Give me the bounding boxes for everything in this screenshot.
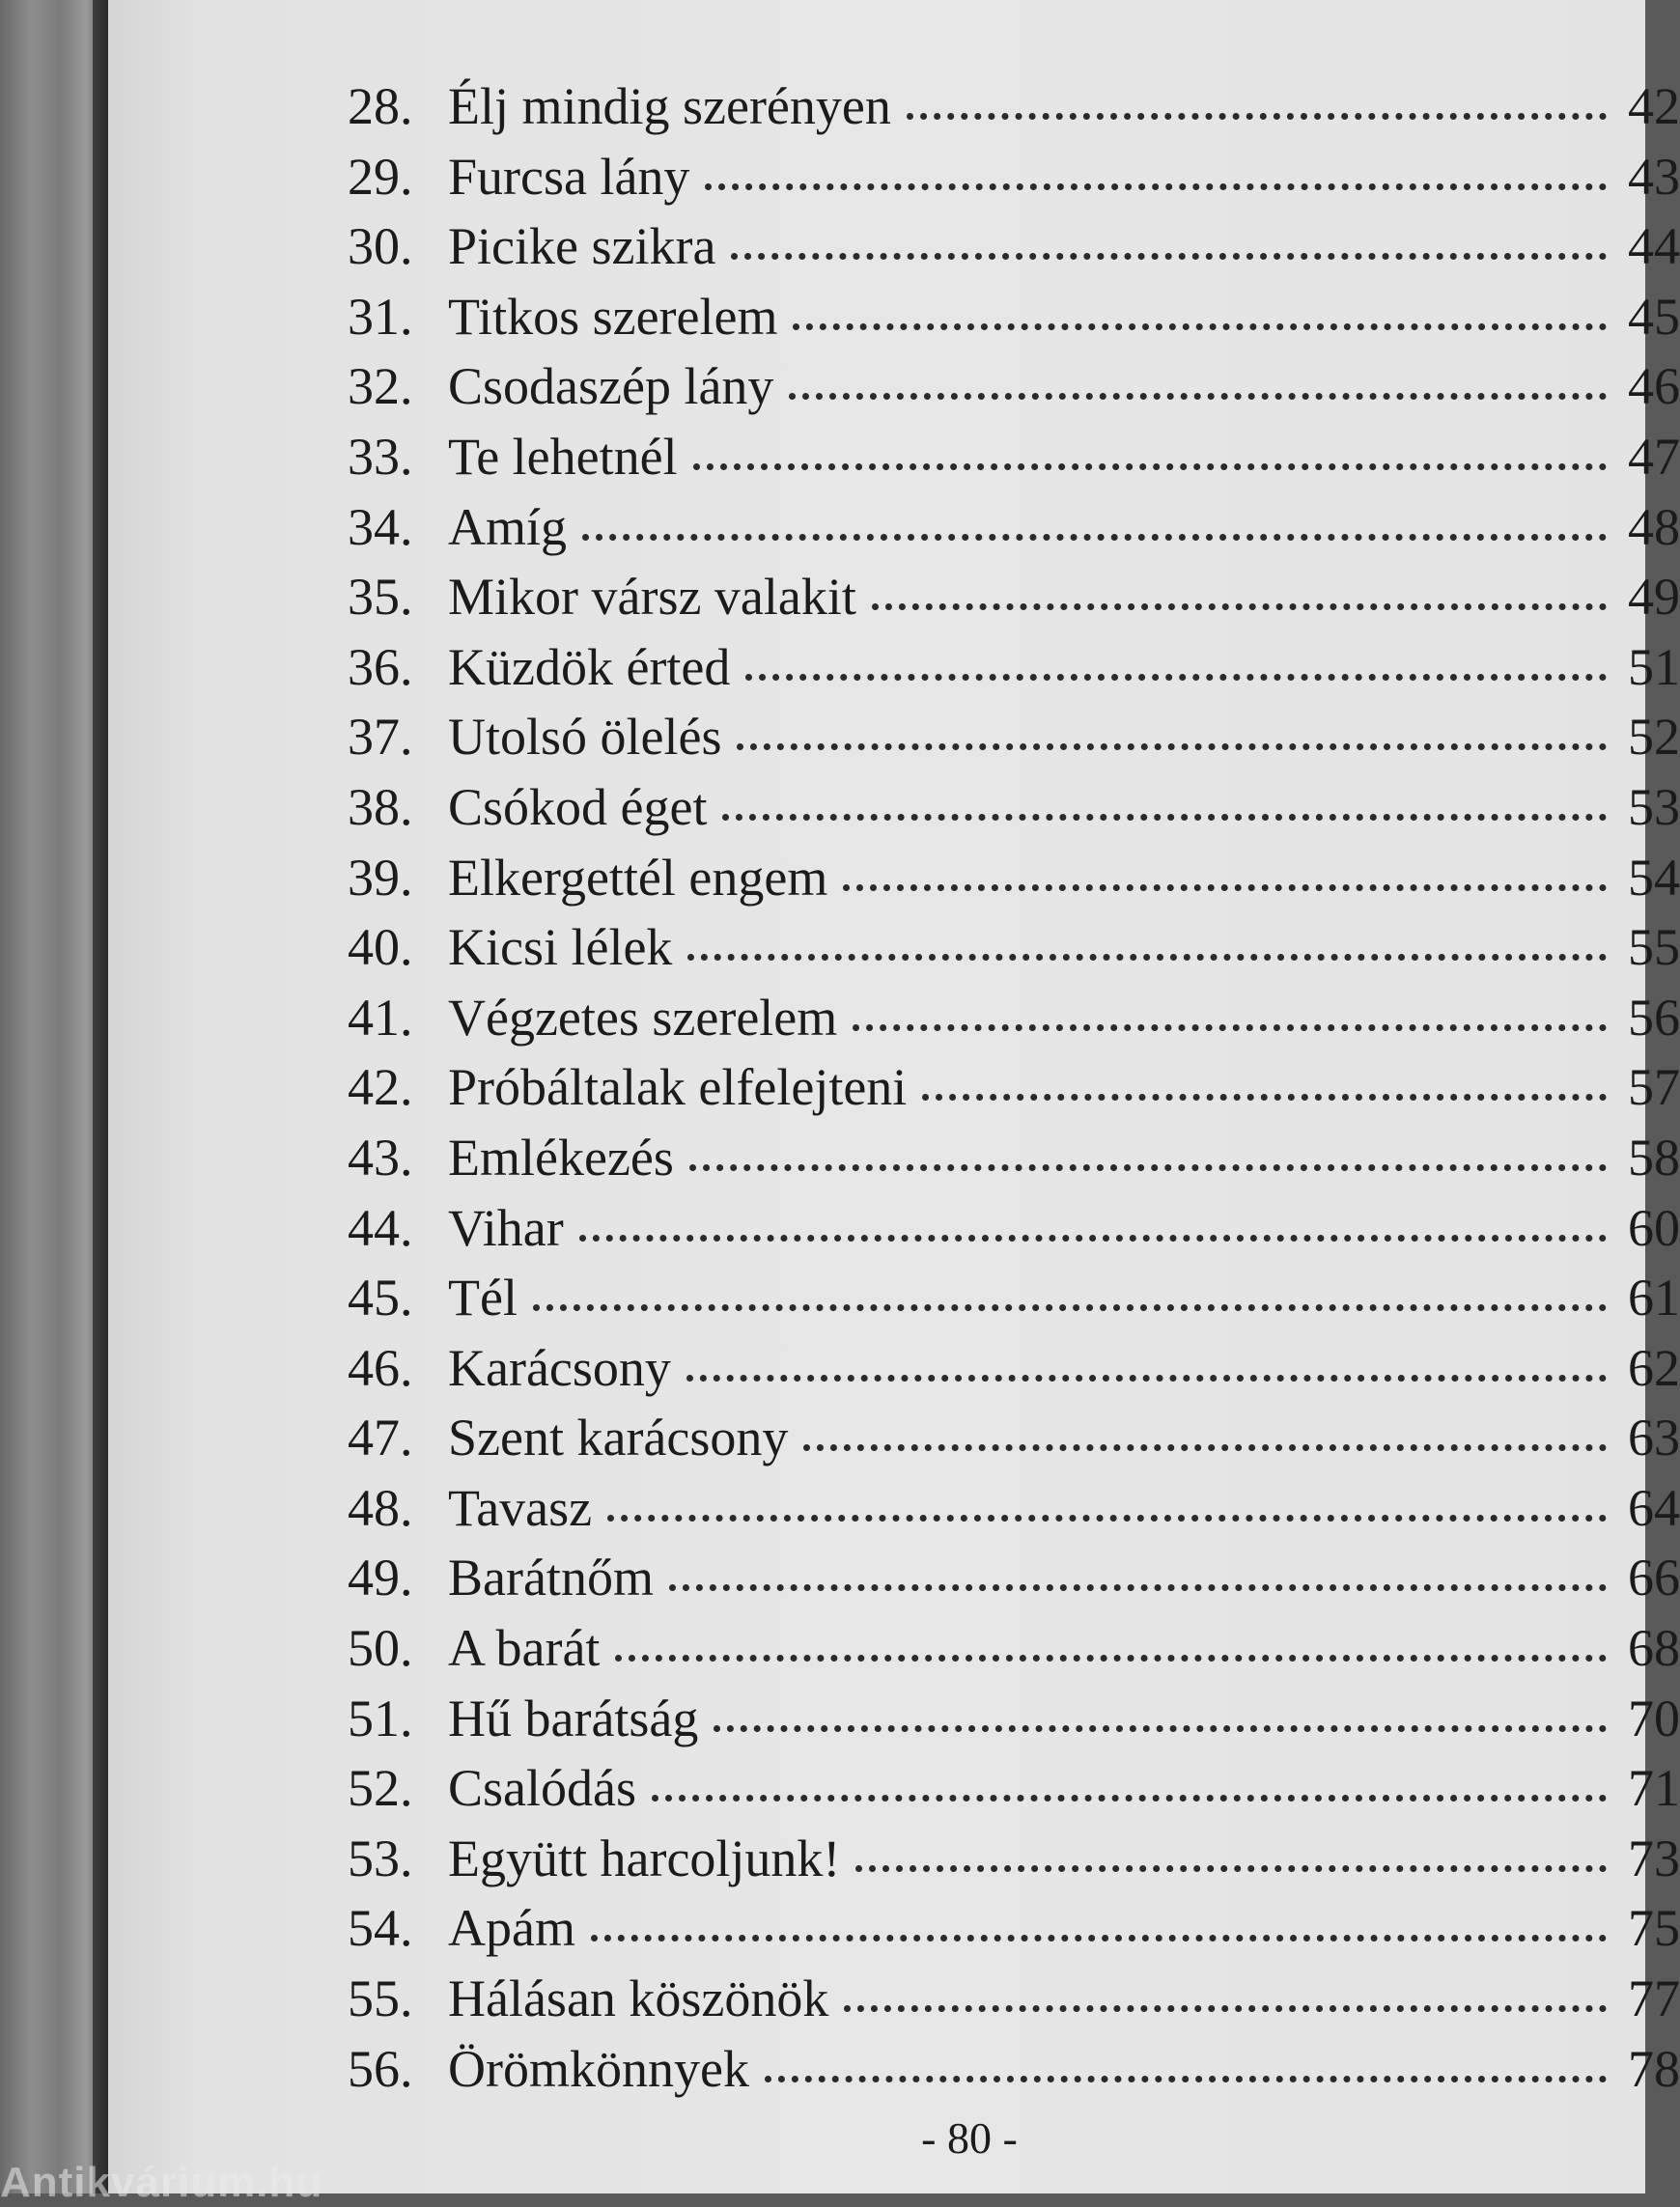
entry-title: Barátnőm <box>448 1549 654 1607</box>
toc-entry <box>348 1333 1680 1404</box>
entry-number: 38. <box>348 777 413 836</box>
dot-leader <box>872 603 1607 610</box>
entry-number: 31. <box>348 287 413 346</box>
dot-leader <box>582 534 1607 541</box>
entry-number: 45. <box>348 1269 413 1327</box>
entry-title: Végzetes szerelem <box>448 988 838 1047</box>
toc-entry <box>348 211 1680 282</box>
entry-page: 68 <box>1628 1619 1680 1678</box>
entry-title: Tél <box>448 1269 518 1327</box>
entry-page: 63 <box>1628 1409 1680 1467</box>
entry-page: 71 <box>1628 1759 1680 1818</box>
toc-entry <box>348 71 1680 142</box>
entry-page: 55 <box>1628 918 1680 977</box>
toc-entry <box>348 1263 1680 1333</box>
entry-number: 48. <box>348 1478 413 1537</box>
entry-title: Csalódás <box>448 1759 636 1818</box>
toc-entry <box>348 1193 1680 1264</box>
toc-entry <box>348 632 1680 703</box>
entry-number: 33. <box>348 427 413 486</box>
dot-leader <box>789 393 1607 400</box>
toc-entry <box>348 562 1680 632</box>
entry-number: 51. <box>348 1689 413 1747</box>
book-page <box>108 0 1680 2193</box>
entry-number: 43. <box>348 1128 413 1187</box>
entry-number: 40. <box>348 918 413 977</box>
entry-number: 44. <box>348 1198 413 1257</box>
toc-entry <box>348 702 1680 772</box>
entry-number: 29. <box>348 147 413 206</box>
entry-title: Együtt harcoljunk! <box>448 1829 841 1887</box>
toc-entry <box>348 2034 1680 2105</box>
toc-entry <box>348 1052 1680 1123</box>
spine-shadow <box>93 0 108 2193</box>
dot-leader <box>907 113 1607 120</box>
entry-number: 55. <box>348 1970 413 2028</box>
toc-entry <box>348 1753 1680 1824</box>
entry-page: 52 <box>1628 708 1680 767</box>
entry-title: Csókod éget <box>448 777 708 836</box>
entry-title: Hálásan köszönök <box>448 1970 829 2028</box>
entry-number: 30. <box>348 217 413 276</box>
dot-leader <box>922 1094 1607 1101</box>
entry-title: Kicsi lélek <box>448 918 673 977</box>
toc-entry <box>348 422 1680 492</box>
entry-number: 39. <box>348 848 413 907</box>
entry-page: 48 <box>1628 497 1680 556</box>
entry-page: 46 <box>1628 357 1680 416</box>
toc-entry <box>348 351 1680 422</box>
dot-leader <box>693 463 1607 470</box>
entry-title: Furcsa lány <box>448 147 690 206</box>
table-of-contents <box>348 71 1680 2104</box>
dot-leader <box>765 2076 1607 2082</box>
toc-entry <box>348 142 1680 212</box>
entry-page: 51 <box>1628 637 1680 696</box>
toc-entry <box>348 1473 1680 1544</box>
entry-number: 52. <box>348 1759 413 1818</box>
dot-leader <box>652 1795 1607 1802</box>
dot-leader <box>731 253 1607 260</box>
entry-title: Próbáltalak elfelejteni <box>448 1058 908 1117</box>
entry-title: Te lehetnél <box>448 427 678 486</box>
entry-number: 36. <box>348 637 413 696</box>
entry-page: 53 <box>1628 777 1680 836</box>
toc-entry <box>348 1893 1680 1964</box>
entry-number: 56. <box>348 2039 413 2098</box>
entry-title: Apám <box>448 1899 575 1958</box>
dot-leader <box>844 2005 1607 2012</box>
entry-title: Karácsony <box>448 1338 671 1397</box>
toc-entry <box>348 1543 1680 1613</box>
entry-page: 77 <box>1628 1970 1680 2028</box>
entry-number: 49. <box>348 1549 413 1607</box>
entry-page: 62 <box>1628 1338 1680 1397</box>
dot-leader <box>793 323 1607 330</box>
entry-title: Hű barátság <box>448 1689 699 1747</box>
entry-title: Titkos szerelem <box>448 287 778 346</box>
toc-entry <box>348 1613 1680 1684</box>
dot-leader <box>607 1515 1607 1522</box>
toc-entry <box>348 1123 1680 1193</box>
entry-page: 57 <box>1628 1058 1680 1117</box>
dot-leader <box>686 1375 1607 1382</box>
entry-page: 43 <box>1628 147 1680 206</box>
entry-page: 58 <box>1628 1128 1680 1187</box>
dot-leader <box>853 1024 1607 1031</box>
entry-title: Picike szikra <box>448 217 716 276</box>
dot-leader <box>737 743 1607 750</box>
entry-title: Emlékezés <box>448 1128 674 1187</box>
entry-page: 73 <box>1628 1829 1680 1887</box>
dot-leader <box>722 814 1607 821</box>
entry-number: 35. <box>348 568 413 627</box>
entry-number: 32. <box>348 357 413 416</box>
entry-number: 47. <box>348 1409 413 1467</box>
entry-title: A barát <box>448 1619 601 1678</box>
entry-number: 41. <box>348 988 413 1047</box>
dot-leader <box>615 1655 1607 1662</box>
toc-entry <box>348 1403 1680 1473</box>
dot-leader <box>803 1444 1607 1451</box>
entry-number: 28. <box>348 77 413 135</box>
entry-title: Élj mindig szerényen <box>448 77 891 135</box>
dot-leader <box>579 1235 1607 1242</box>
dot-leader <box>843 884 1607 891</box>
dot-leader <box>705 183 1607 190</box>
toc-entry <box>348 1824 1680 1894</box>
entry-number: 42. <box>348 1058 413 1117</box>
entry-page: 42 <box>1628 77 1680 135</box>
watermark: Antikvárium.hu <box>0 2159 323 2206</box>
dot-leader <box>714 1725 1607 1732</box>
entry-page: 75 <box>1628 1899 1680 1958</box>
toc-entry <box>348 1964 1680 2034</box>
toc-entry <box>348 282 1680 352</box>
entry-title: Szent karácsony <box>448 1409 789 1467</box>
entry-page: 61 <box>1628 1269 1680 1327</box>
dot-leader <box>745 674 1607 681</box>
entry-title: Mikor vársz valakit <box>448 568 856 627</box>
dot-leader <box>669 1584 1607 1591</box>
entry-page: 56 <box>1628 988 1680 1047</box>
entry-page: 45 <box>1628 287 1680 346</box>
entry-page: 64 <box>1628 1478 1680 1537</box>
toc-entry <box>348 772 1680 843</box>
entry-page: 78 <box>1628 2039 1680 2098</box>
entry-title: Amíg <box>448 497 568 556</box>
entry-number: 34. <box>348 497 413 556</box>
toc-entry <box>348 492 1680 563</box>
entry-number: 53. <box>348 1829 413 1887</box>
entry-title: Örömkönnyek <box>448 2039 749 2098</box>
entry-title: Utolsó ölelés <box>448 708 722 767</box>
dot-leader <box>689 1164 1607 1171</box>
entry-number: 37. <box>348 708 413 767</box>
entry-page: 70 <box>1628 1689 1680 1747</box>
entry-title: Elkergettél engem <box>448 848 828 907</box>
entry-title: Vihar <box>448 1198 564 1257</box>
entry-page: 49 <box>1628 568 1680 627</box>
entry-page: 47 <box>1628 427 1680 486</box>
dot-leader <box>687 954 1607 961</box>
page-number: - 80 - <box>921 2113 1018 2163</box>
entry-page: 66 <box>1628 1549 1680 1607</box>
toc-entry <box>348 912 1680 983</box>
dot-leader <box>591 1935 1607 1942</box>
entry-number: 50. <box>348 1619 413 1678</box>
entry-page: 44 <box>1628 217 1680 276</box>
entry-title: Tavasz <box>448 1478 593 1537</box>
dot-leader <box>855 1865 1607 1872</box>
entry-title: Csodaszép lány <box>448 357 774 416</box>
toc-entry <box>348 983 1680 1053</box>
toc-entry <box>348 1684 1680 1754</box>
toc-entry <box>348 843 1680 913</box>
entry-number: 54. <box>348 1899 413 1958</box>
entry-page: 54 <box>1628 848 1680 907</box>
entry-title: Küzdök érted <box>448 637 731 696</box>
entry-page: 60 <box>1628 1198 1680 1257</box>
dot-leader <box>533 1304 1607 1311</box>
entry-number: 46. <box>348 1338 413 1397</box>
